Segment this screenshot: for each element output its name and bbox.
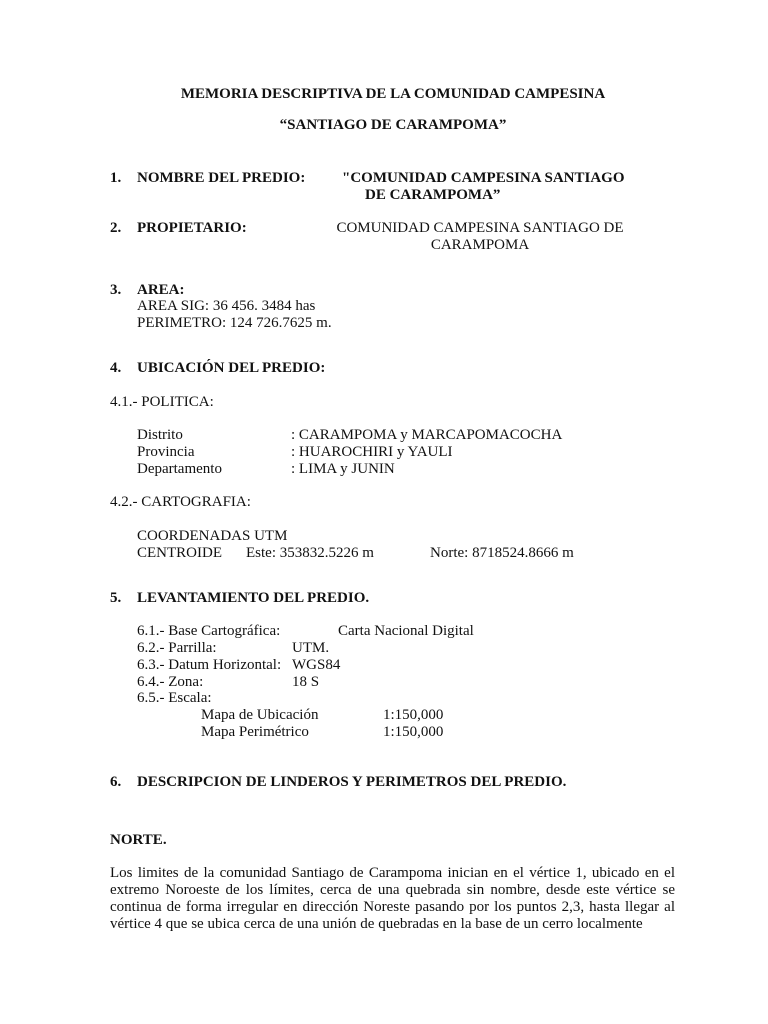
coordenadas-label: COORDENADAS UTM (137, 528, 288, 544)
politica-heading: 4.1.- POLITICA: (110, 394, 214, 410)
escala-value-ubicacion: 1:150,000 (383, 707, 444, 723)
document-title-line2: “SANTIAGO DE CARAMPOMA” (279, 117, 507, 133)
centroide-label: CENTROIDE (137, 545, 222, 561)
section2-value-line2: CARAMPOMA (430, 237, 530, 253)
politica-value-distrito: : CARAMPOMA y MARCAPOMACOCHA (291, 427, 563, 443)
section1-value-line1: "COMUNIDAD CAMPESINA SANTIAGO (342, 170, 625, 186)
section4-label: UBICACIÓN DEL PREDIO: (137, 360, 326, 376)
section2-value-line1: COMUNIDAD CAMPESINA SANTIAGO DE (336, 220, 624, 236)
section3-number: 3. (110, 282, 122, 298)
levantamiento-value-datum: WGS84 (292, 657, 341, 673)
section2-number: 2. (110, 220, 122, 236)
norte-heading: NORTE. (110, 832, 167, 848)
section5-number: 5. (110, 590, 122, 606)
perimetro: PERIMETRO: 124 726.7625 m. (137, 315, 332, 331)
area-sig: AREA SIG: 36 456. 3484 has (137, 298, 316, 314)
levantamiento-key-zona: 6.4.- Zona: (137, 674, 204, 690)
section2-label: PROPIETARIO: (137, 220, 247, 236)
section6-number: 6. (110, 774, 122, 790)
levantamiento-key-escala: 6.5.- Escala: (137, 690, 212, 706)
politica-key-distrito: Distrito (137, 427, 183, 443)
norte-paragraph: Los limites de la comunidad Santiago de Carampoma inician en el vértice 1, ubicado en el extremo Noroeste de los límites, cerca de una quebrada sin nombre, desde este vértice se continua de forma irregular en dirección Noreste pasando por los puntos 2,3, hasta llegar al vértice 4 que se ubica cerca de una unión de quebradas en la base de un cerro localmente (110, 865, 675, 932)
section5-label: LEVANTAMIENTO DEL PREDIO. (137, 590, 370, 606)
escala-value-perimetrico: 1:150,000 (383, 724, 444, 740)
section1-value-line2: DE CARAMPOMA” (365, 187, 501, 203)
section6-label: DESCRIPCION DE LINDEROS Y PERIMETROS DEL PREDIO. (137, 774, 567, 790)
section1-label: NOMBRE DEL PREDIO: (137, 170, 306, 186)
section1-number: 1. (110, 170, 122, 186)
levantamiento-value-zona: 18 S (292, 674, 320, 690)
centroide-norte: Norte: 8718524.8666 m (430, 545, 574, 561)
escala-key-perimetrico: Mapa Perimétrico (201, 724, 309, 740)
levantamiento-value-base: Carta Nacional Digital (338, 623, 474, 639)
levantamiento-key-datum: 6.3.- Datum Horizontal: (137, 657, 282, 673)
cartografia-heading: 4.2.- CARTOGRAFIA: (110, 494, 251, 510)
levantamiento-key-parrilla: 6.2.- Parrilla: (137, 640, 217, 656)
document-title-line1: MEMORIA DESCRIPTIVA DE LA COMUNIDAD CAMPESINA (180, 86, 606, 102)
escala-key-ubicacion: Mapa de Ubicación (201, 707, 319, 723)
levantamiento-value-parrilla: UTM. (292, 640, 330, 656)
section4-number: 4. (110, 360, 122, 376)
politica-key-departamento: Departamento (137, 461, 222, 477)
centroide-este: Este: 353832.5226 m (246, 545, 374, 561)
levantamiento-key-base: 6.1.- Base Cartográfica: (137, 623, 281, 639)
politica-key-provincia: Provincia (137, 444, 195, 460)
politica-value-provincia: : HUAROCHIRI y YAULI (291, 444, 453, 460)
section3-label: AREA: (137, 282, 185, 298)
politica-value-departamento: : LIMA y JUNIN (291, 461, 395, 477)
